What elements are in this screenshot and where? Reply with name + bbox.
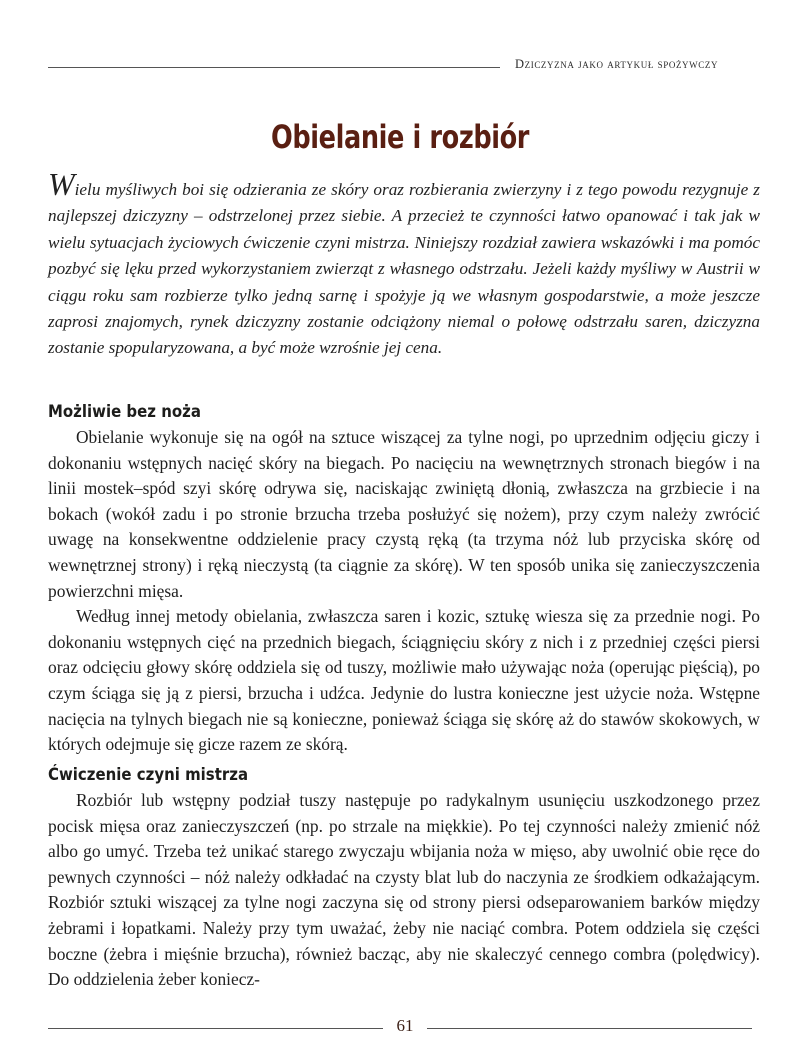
body-paragraph: Według innej metody obielania, zwłaszcza saren i kozic, sztukę wiesza się za przednie nogi. Po dokonaniu wstępnych cięć na przednich biegach, ściągnięciu skóry z nich i z przedniej części piersi oraz odcięciu głowy skórę oddziela się od tuszy, możliwie mało używając noża (operując pięścią), po czym ściąga się ją z piersi, brzucha i udźca. Jedynie do lustra konieczne jest użycie noża. Wstępne nacięcia na tylnych biegach nie są konieczne, ponieważ ściąga się skórę aż do stawów skokowych, w których odejmuje się gicze razem ze skórą. [48, 606, 760, 755]
intro-text: ielu myśliwych boi się odzierania ze skóry oraz rozbierania zwierzyny i z tego powodu rezygnuje z najlepszej dziczyzny – odstrzelonej przez siebie. A przecież te czynności łatwo opanować i tak jak w wielu sytuacjach życiowych ćwiczenie czyni mistrza. Niniejszy rozdział zawiera wskazówki i ma pomóc pozbyć się lęku przed wykorzystaniem zwierząt z własnego odstrzału. Jeżeli każdy myśliwy w Austrii w ciągu roku sam rozbierze tylko jedną sarnę i spożyje ją we własnym gospodarstwie, a może jeszcze zaprosi znajomych, rynek dziczyzny zostanie odciążony niemal o połowę odstrzału saren, dziczyzna zostanie spopularyzowana, a być może wzrośnie jej cena. [48, 180, 760, 358]
footer-rule-right [427, 1028, 752, 1029]
body-paragraph: Obielanie wykonuje się na ogół na sztuce wiszącej za tylne nogi, po uprzednim odjęciu giczy i dokonaniu wstępnych nacięć skóry na biegach. Po nacięciu na wewnętrznych stronach biegów i na linii mostek–spód szyi skórę odrywa się, naciskając zwiniętą dłonią, zwłaszcza na grzbiecie i na bokach (wokół zadu i po stronie brzucha trzeba posłużyć się nożem), przy czym należy zwrócić uwagę na konsekwentne oddzielenie pracy czystą ręką (ta trzyma nóż lub przyciska skórę od wewnętrznej strony) i ręką nieczystą (ta ciągnie za skórę). W ten sposób unika się zanieczyszczenia powierzchni mięsa. [48, 427, 760, 601]
section-body-cwiczenie [48, 788, 760, 993]
page-title: Obielanie i rozbiór [270, 118, 530, 156]
section-heading-bez-noza: Możliwie bez noża [48, 402, 201, 422]
section-body-bez-noza [48, 425, 760, 758]
body-paragraph: Rozbiór lub wstępny podział tuszy następuje po radykalnym usunięciu uszkodzonego przez pocisk mięsa oraz zanieczyszczeń (np. po strzale na miękkie). Po tej czynności należy zmienić nóż albo go umyć. Trzeba też unikać starego zwyczaju wbijania noża w mięso, aby uwolnić obie ręce do pewnych czynności – nóż należy odkładać na czysty blat lub do naczynia ze środkiem odkażającym. Rozbiór sztuki wiszącej za tylne nogi zaczyna się od strony piersi odseparowaniem barków między żebrami i łopatkami. Należy przy tym uważać, żeby nie naciąć combra. Potem oddziela się części boczne (żebra i mięśnie brzucha), również bacząc, aby nie skaleczyć cennego combra (polędwicy). Do oddzielenia żeber koniecz- [48, 790, 760, 990]
intro-paragraph [48, 166, 760, 362]
header-rule [48, 67, 500, 68]
running-head: Dziczyzna jako artykuł spożywczy [515, 57, 719, 71]
section-heading-cwiczenie: Ćwiczenie czyni mistrza [48, 765, 249, 785]
intro-dropcap: W [48, 166, 75, 202]
footer-rule-left [48, 1028, 383, 1029]
page-number: 61 [396, 1016, 414, 1035]
